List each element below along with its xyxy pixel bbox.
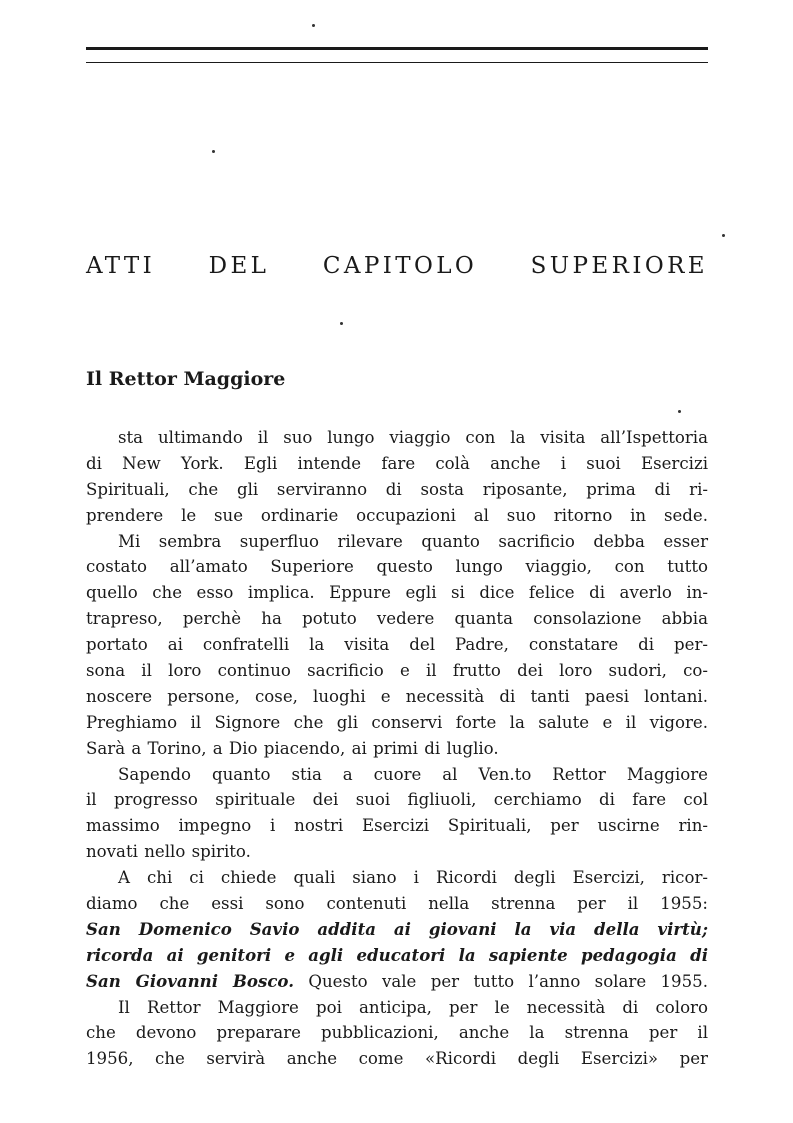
text-line: che devono preparare pubblicazioni, anche la strenna per il (86, 1023, 708, 1043)
scan-speck (212, 150, 215, 153)
text-line: A chi ci chiede quali siano i Ricordi degli Esercizi, ricor- (118, 868, 708, 888)
text-line: quello che esso implica. Eppure egli si dice felice di averlo in- (86, 583, 708, 603)
section-heading: Il Rettor Maggiore (86, 368, 286, 390)
text-line: Il Rettor Maggiore poi anticipa, per le necessità di coloro (118, 997, 708, 1017)
text-tail: Questo vale per tutto l’anno solare 1955. (293, 971, 708, 991)
text-line: noscere persone, cose, luoghi e necessità di tanti paesi lontani. (86, 686, 708, 706)
scan-speck (678, 410, 681, 413)
scan-speck (340, 322, 343, 325)
text-line-emphasis: ricorda ai genitori e agli educatori la sapiente pedagogia di (86, 944, 708, 965)
text-line: sona il loro continuo sacrificio e il frutto dei loro sudori, co- (86, 661, 708, 681)
text-line: Spirituali, che gli serviranno di sosta riposante, prima di ri- (86, 479, 708, 499)
scan-speck (312, 24, 315, 27)
text-line-mixed (86, 969, 708, 995)
text-line: di New York. Egli intende fare colà anche i suoi Esercizi (86, 453, 708, 473)
text-line: 1956, che servirà anche come «Ricordi degli Esercizi» per (86, 1049, 708, 1069)
scan-speck (722, 234, 725, 237)
body-text (86, 425, 708, 1072)
text-line: massimo impegno i nostri Esercizi Spirituali, per uscirne rin- (86, 816, 708, 836)
text-line: trapreso, perchè ha potuto vedere quanta consolazione abbia (86, 609, 708, 629)
header-rule-thin (86, 62, 708, 63)
text-emphasis: San Giovanni Bosco. (86, 970, 294, 991)
text-line: Mi sembra superfluo rilevare quanto sacrificio debba esser (118, 531, 708, 551)
text-line: portato ai confratelli la visita del Padre, constatare di per- (86, 635, 708, 655)
page-title: ATTI DEL CAPITOLO SUPERIORE (86, 253, 708, 279)
text-line: sta ultimando il suo lungo viaggio con la visita all’Ispettoria (118, 428, 708, 447)
text-line: costato all’amato Superiore questo lungo viaggio, con tutto (86, 557, 708, 577)
header-rule-thick (86, 47, 708, 50)
text-line: Sarà a Torino, a Dio piacendo, ai primi di luglio. (86, 738, 499, 758)
text-line: prendere le sue ordinarie occupazioni al suo ritorno in sede. (86, 505, 708, 525)
text-line: diamo che essi sono contenuti nella strenna per il 1955: (86, 894, 708, 914)
text-line-emphasis: San Domenico Savio addita ai giovani la via della virtù; (86, 918, 708, 939)
text-line: Sapendo quanto stia a cuore al Ven.to Rettor Maggiore (118, 764, 708, 784)
text-line: il progresso spirituale dei suoi figliuoli, cerchiamo di fare col (86, 790, 708, 810)
text-line: novati nello spirito. (86, 842, 251, 862)
text-line: Preghiamo il Signore che gli conservi forte la salute e il vigore. (86, 712, 708, 732)
